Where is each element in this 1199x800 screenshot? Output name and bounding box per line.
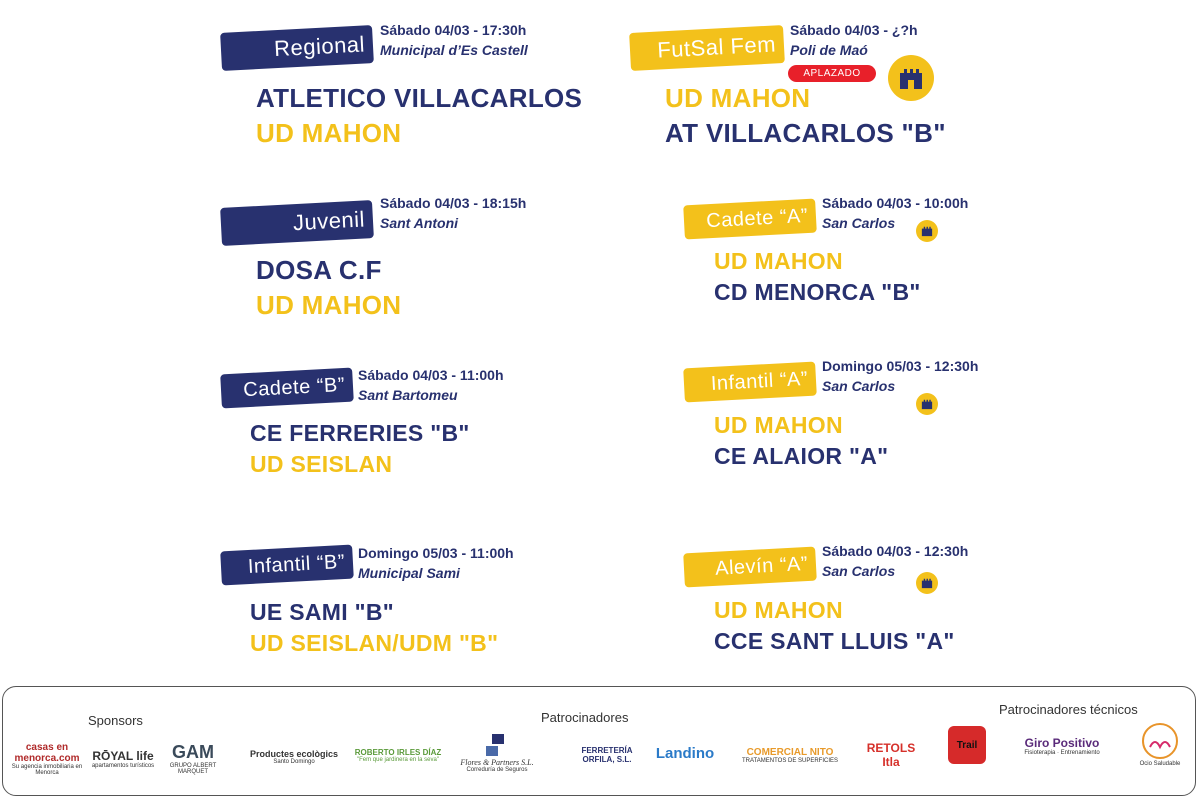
category-tag-alevin-a (683, 547, 817, 588)
match-venue: Poli de Maó (790, 42, 868, 58)
match-info (822, 356, 978, 396)
match-info (380, 20, 528, 60)
logo-casas-text: casas en menorca.com (14, 742, 80, 764)
logo-gam (160, 738, 226, 778)
match-info (822, 193, 968, 233)
logo-royal-sub: apartamentos turísticos (91, 763, 155, 769)
logo-productes-ecologics (248, 742, 340, 772)
match-info (358, 365, 504, 405)
logo-landino-text: Landino (655, 744, 715, 762)
logo-ocio-text: Ocio Saludable (1139, 761, 1181, 767)
away-team: UD MAHON (256, 118, 402, 148)
logo-giro-text: Giro Positivo (1024, 736, 1100, 750)
club-crest-icon (888, 55, 934, 101)
logo-flores-text: Flores & Partners S.L. (460, 757, 534, 767)
away-team: CE ALAIOR "A" (714, 443, 889, 469)
logo-flores-sub: Correduría de Seguros (466, 766, 528, 773)
home-team: UD MAHON (714, 248, 843, 274)
logo-casas-en-menorca (8, 740, 86, 778)
category-tag-cadete-b (220, 368, 354, 409)
logo-gam-sub: GRUPO ALBERT MARQUET (169, 762, 217, 775)
category-tag-regional (220, 25, 374, 71)
logo-productes-text: Productes ecològics (249, 749, 339, 759)
away-team: UD SEISLAN/UDM "B" (250, 630, 499, 656)
logo-comercial-sub: TRATAMENTOS DE SUPERFICIES (741, 757, 838, 764)
category-label: Infantil “A” (710, 367, 809, 395)
logo-landino (652, 740, 718, 766)
match-date: Domingo 05/03 - 12:30h (822, 358, 979, 374)
match-date: Domingo 05/03 - 11:00h (358, 545, 514, 561)
match-info (380, 193, 526, 233)
category-label: Cadete “A” (705, 204, 809, 232)
logo-giro-positivo (1010, 728, 1114, 764)
logo-ferreteria-text: FERRETERÍA ORFILA, S.L. (581, 746, 633, 764)
category-tag-futsal-fem (629, 25, 785, 71)
home-team: ATLETICO VILLACARLOS (256, 83, 583, 113)
category-label: Cadete “B” (242, 373, 346, 401)
logo-roberto-sub: "Fem que jardinera en la seva" (357, 756, 439, 763)
away-team: UD MAHON (256, 290, 402, 320)
away-team: CCE SANT LLUIS "A" (714, 628, 955, 654)
match-date: Sábado 04/03 - 18:15h (380, 195, 527, 211)
logo-casas-sub: Su agencia inmobiliaria en Menorca (11, 764, 83, 776)
flores-mark-icon (484, 734, 510, 758)
logo-productes-sub: Santo Domingo (273, 759, 315, 765)
category-label: FutSal Fem (656, 31, 777, 63)
match-date: Sábado 04/03 - 17:30h (380, 22, 527, 38)
match-info (822, 541, 968, 581)
logo-ferreteria-orfila (570, 740, 644, 770)
category-label: Infantil “B” (247, 550, 346, 578)
sponsors-title: Sponsors (88, 713, 143, 728)
category-tag-infantil-a (683, 362, 817, 403)
logo-giro-sub: Fisioterapia · Entrenamiento (1024, 750, 1100, 756)
patrocinadores-title: Patrocinadores (541, 710, 629, 725)
match-date: Sábado 04/03 - 10:00h (822, 195, 969, 211)
logo-trail-text: Trail (956, 739, 978, 751)
club-crest-icon (916, 572, 938, 594)
logo-royal-text: RŌYAL life (92, 749, 154, 763)
away-team: UD SEISLAN (250, 451, 393, 477)
away-team: AT VILLACARLOS "B" (665, 118, 946, 148)
home-team: UD MAHON (665, 83, 811, 113)
club-crest-icon (916, 393, 938, 415)
match-venue: Municipal d’Es Castell (380, 42, 528, 58)
match-date: Sábado 04/03 - ¿?h (790, 22, 918, 38)
match-venue: Municipal Sami (358, 565, 460, 581)
logo-roberto-irles (352, 738, 444, 772)
postponed-badge: APLAZADO (788, 65, 876, 82)
home-team: UD MAHON (714, 597, 843, 623)
match-date: Sábado 04/03 - 11:00h (358, 367, 504, 383)
logo-comercial-nito (726, 736, 854, 774)
logo-gam-text: GAM (172, 741, 214, 762)
patrocinadores-tecnicos-title: Patrocinadores técnicos (999, 702, 1138, 717)
logo-trail (948, 726, 986, 764)
home-team: DOSA C.F (256, 255, 382, 285)
match-venue: San Carlos (822, 215, 896, 231)
logo-comercial-text: COMERCIAL NITO (746, 746, 834, 758)
away-team: CD MENORCA "B" (714, 279, 921, 305)
logo-ocio-saludable (1134, 712, 1186, 776)
club-crest-icon (916, 220, 938, 242)
home-team: UD MAHON (714, 412, 843, 438)
category-label: Regional (273, 31, 366, 62)
logo-retols-text: RETOLS Itla (866, 741, 916, 769)
match-venue: Sant Antoni (380, 215, 459, 231)
category-tag-infantil-b (220, 545, 354, 586)
logo-royal-life (90, 742, 156, 776)
match-venue: Sant Bartomeu (358, 387, 458, 403)
category-tag-cadete-a (683, 199, 817, 240)
ocio-mark-icon (1140, 721, 1180, 761)
category-label: Alevín “A” (714, 552, 809, 580)
home-team: UE SAMI "B" (250, 599, 394, 625)
home-team: CE FERRERIES "B" (250, 420, 470, 446)
logo-flores-partners (456, 730, 538, 776)
category-tag-juvenil (220, 200, 374, 246)
logo-roberto-text: ROBERTO IRLES DÍAZ (354, 747, 442, 757)
match-venue: San Carlos (822, 563, 896, 579)
match-venue: San Carlos (822, 378, 896, 394)
match-info (358, 543, 514, 583)
match-info (790, 20, 918, 60)
logo-retols-itla (858, 740, 924, 770)
match-date: Sábado 04/03 - 12:30h (822, 543, 969, 559)
category-label: Juvenil (292, 206, 366, 236)
